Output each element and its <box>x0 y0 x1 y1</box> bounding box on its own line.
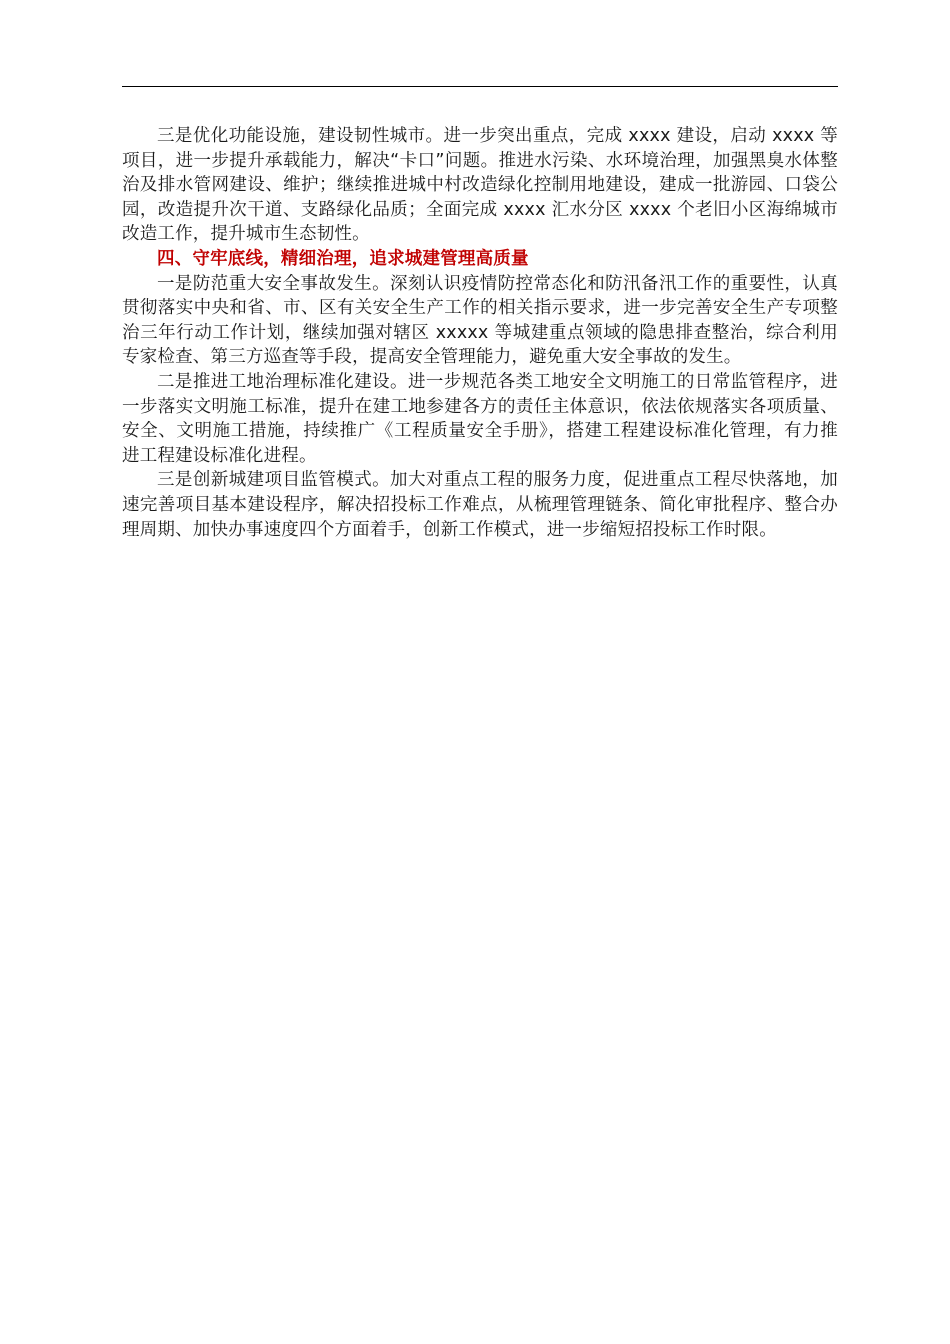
header-rule <box>122 86 838 87</box>
paragraph-safety-prevention: 一是防范重大安全事故发生。深刻认识疫情防控常态化和防汛备汛工作的重要性，认真贯彻落实中央和省、市、区有关安全生产工作的相关指示要求，进一步完善安全生产专项整治三年行动工作计划，继续加强对辖区 xxxxx 等城建重点领域的隐患排查整治，综合利用专家检查、第三方巡查等手段，提高安全管理能力，避免重大安全事故的发生。 <box>122 273 838 368</box>
paragraph-project-supervision: 三是创新城建项目监管模式。加大对重点工程的服务力度，促进重点工程尽快落地，加速完善项目基本建设程序，解决招投标工作难点，从梳理管理链条、简化审批程序、整合办理周期、加快办事速度四个方面着手，创新工作模式，进一步缩短招投标工作时限。 <box>122 470 838 540</box>
paragraph-site-standardization: 二是推进工地治理标准化建设。进一步规范各类工地安全文明施工的日常监管程序，进一步落实文明施工标准，提升在建工地参建各方的责任主体意识，依法依规落实各项质量、安全、文明施工措施，持续推广《工程质量安全手册》，搭建工程建设标准化管理，有力推进工程建设标准化进程。 <box>122 371 838 466</box>
section-heading: 四、守牢底线，精细治理，追求城建管理高质量 <box>157 248 529 269</box>
document-body <box>122 124 838 542</box>
paragraph-functional-facilities: 三是优化功能设施，建设韧性城市。进一步突出重点，完成 xxxx 建设，启动 xxxx 等项目，进一步提升承载能力，解决“卡口”问题。推进水污染、水环境治理，加强黑臭水体整治及排水管网建设、维护；继续推进城中村改造绿化控制用地建设，建成一批游园、口袋公园，改造提升次干道、支路绿化品质；全面完成 xxxx 汇水分区 xxxx 个老旧小区海绵城市改造工作，提升城市生态韧性。 <box>122 126 838 245</box>
